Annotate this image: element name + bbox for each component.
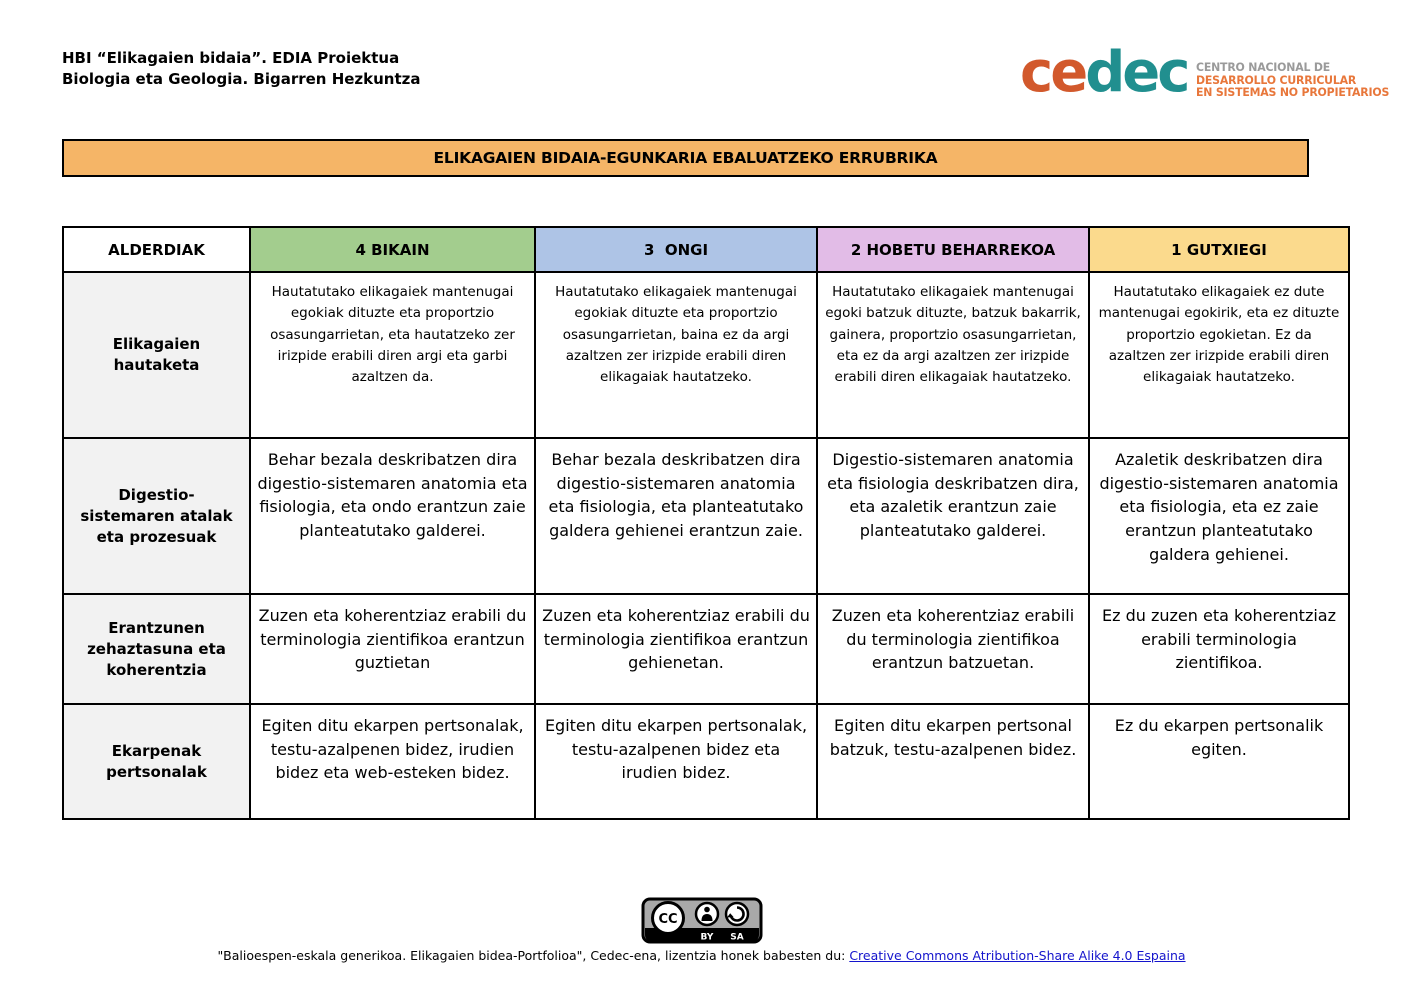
cedec-logo-ce: ce	[1020, 40, 1086, 105]
column-header-4-bikain: 4 BIKAIN	[250, 227, 535, 272]
cell-r3-c1: Egiten ditu ekarpen pertsonalak, testu-azalpenen bidez, irudien bidez eta web-esteken bidez.	[250, 704, 535, 819]
cedec-tagline-line2: DESARROLLO CURRICULAR	[1196, 72, 1357, 87]
license-line	[0, 948, 1403, 963]
rubric-table	[62, 226, 1350, 820]
cell-r0-c2: Hautatutako elikagaiek mantenugai egokiak dituzte eta proportzio osasungarrietan, baina ez da argi azaltzen zer irizpide erabili diren elikagaiak hautatzeko.	[535, 272, 817, 438]
cell-r3-c2: Egiten ditu ekarpen pertsonalak, testu-azalpenen bidez eta irudien bidez.	[535, 704, 817, 819]
row-label-elikagaien-hautaketa: Elikagaien hautaketa	[63, 272, 250, 438]
by-label: BY	[700, 932, 714, 943]
cedec-logo-wordmark	[1020, 40, 1188, 105]
cell-r2-c3: Zuzen eta koherentziaz erabili du terminologia zientifikoa erantzun batzuetan.	[817, 594, 1089, 704]
sa-label: SA	[730, 932, 744, 943]
document-header-line1: HBI “Elikagaien bidaia”. EDIA Proiektua	[62, 49, 400, 67]
column-header-2-hobetu: 2 HOBETU BEHARREKOA	[817, 227, 1089, 272]
column-header-3-ongi: 3 ONGI	[535, 227, 817, 272]
cell-r2-c4: Ez du zuzen eta koherentziaz erabili terminologia zientifikoa.	[1089, 594, 1349, 704]
page-title: ELIKAGAIEN BIDAIA-EGUNKARIA EBALUATZEKO ERRUBRIKA	[433, 149, 938, 167]
svg-text:CC: CC	[658, 912, 678, 927]
cc-logo-icon	[653, 903, 684, 934]
table-row	[63, 704, 1349, 819]
cedec-logo-tagline	[1196, 61, 1389, 99]
cc-by-sa-badge	[641, 897, 763, 948]
license-link[interactable]: Creative Commons Atribution-Share Alike 4.0 Espaina	[849, 948, 1186, 963]
cell-r0-c3: Hautatutako elikagaiek mantenugai egoki batzuk dituzte, batzuk bakarrik, gainera, proportzio osasungarrietan, eta ez da argi azaltzen zer irizpide erabili diren elikagaiak hautatzeko.	[817, 272, 1089, 438]
cell-r1-c2: Behar bezala deskribatzen dira digestio-sistemaren anatomia eta fisiologia, eta planteatutako galdera gehienei erantzun zaie.	[535, 438, 817, 594]
cedec-logo-dec: dec	[1085, 40, 1188, 105]
license-text: "Balioespen-eskala generikoa. Elikagaien bidea-Portfolioa", Cedec-ena, lizentzia honek babesten du:	[217, 948, 850, 963]
cell-r1-c4: Azaletik deskribatzen dira digestio-sistemaren anatomia eta fisiologia, eta ez zaie erantzun planteatutako galdera gehienei.	[1089, 438, 1349, 594]
row-label-ekarpenak-pertsonalak: Ekarpenak pertsonalak	[63, 704, 250, 819]
document-header	[62, 48, 421, 90]
cedec-tagline-line1: CENTRO NACIONAL DE	[1196, 60, 1331, 74]
cell-r2-c2: Zuzen eta koherentziaz erabili du terminologia zientifikoa erantzun gehienetan.	[535, 594, 817, 704]
cell-r0-c4: Hautatutako elikagaiek ez dute mantenugai egokirik, eta ez dituzte proportzio egokietan. Ez da azaltzen zer irizpide erabili diren elikagaiak hautatzeko.	[1089, 272, 1349, 438]
attribution-icon	[696, 903, 718, 925]
row-label-digestio-sistemaren: Digestio-sistemaren atalak eta prozesuak	[63, 438, 250, 594]
cc-by-sa-badge-icon	[641, 897, 763, 944]
cell-r3-c4: Ez du ekarpen pertsonalik egiten.	[1089, 704, 1349, 819]
cell-r1-c1: Behar bezala deskribatzen dira digestio-sistemaren anatomia eta fisiologia, eta ondo erantzun zaie planteatutako galderei.	[250, 438, 535, 594]
cell-r0-c1: Hautatutako elikagaiek mantenugai egokiak dituzte eta proportzio osasungarrietan, eta hautatzeko zer irizpide erabili diren argi eta garbi azaltzen da.	[250, 272, 535, 438]
title-banner	[62, 139, 1309, 177]
cedec-tagline-line3: EN SISTEMAS NO PROPIETARIOS	[1196, 85, 1390, 99]
table-row	[63, 594, 1349, 704]
table-row	[63, 272, 1349, 438]
rubric-header-row	[63, 227, 1349, 272]
share-alike-icon	[726, 903, 748, 925]
cell-r1-c3: Digestio-sistemaren anatomia eta fisiologia deskribatzen dira, eta azaletik erantzun zaie planteatutako galderei.	[817, 438, 1089, 594]
document-header-line2: Biologia eta Geologia. Bigarren Hezkuntza	[62, 70, 421, 88]
row-label-erantzunen-zehaztasuna: Erantzunen zehaztasuna eta koherentzia	[63, 594, 250, 704]
cell-r3-c3: Egiten ditu ekarpen pertsonal batzuk, testu-azalpenen bidez.	[817, 704, 1089, 819]
cedec-logo	[1020, 40, 1400, 105]
column-header-aspects: ALDERDIAK	[63, 227, 250, 272]
column-header-1-gutxiegi: 1 GUTXIEGI	[1089, 227, 1349, 272]
table-row	[63, 438, 1349, 594]
cell-r2-c1: Zuzen eta koherentziaz erabili du terminologia zientifikoa erantzun guztietan	[250, 594, 535, 704]
